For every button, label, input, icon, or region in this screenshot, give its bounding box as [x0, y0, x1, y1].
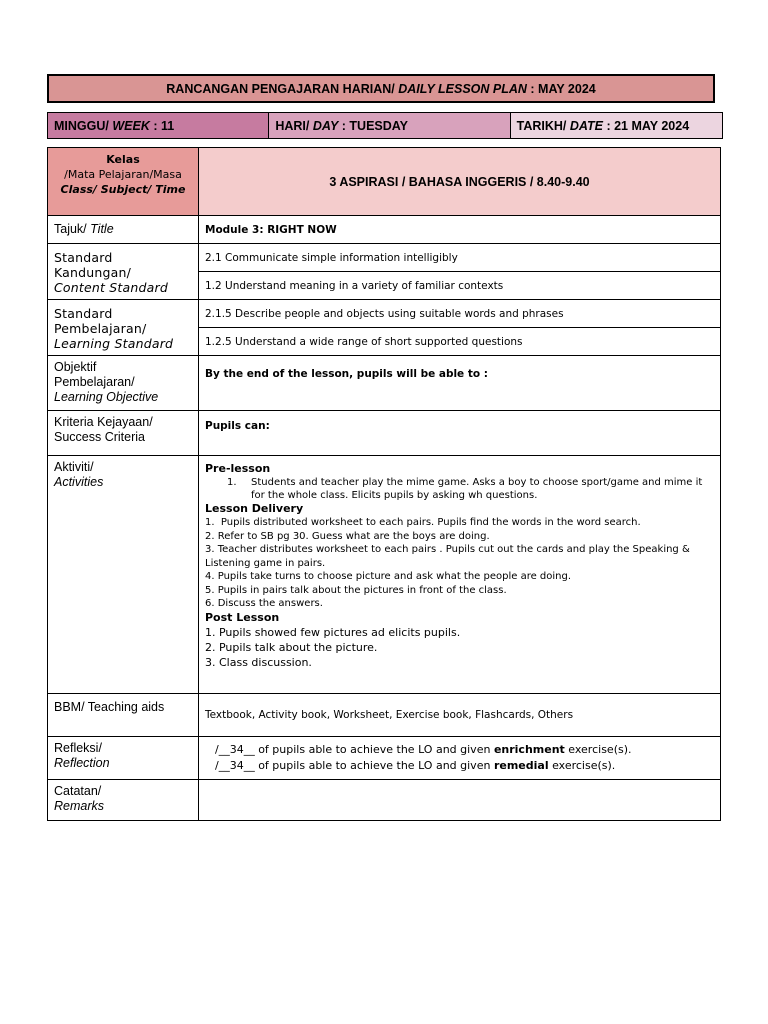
- week-cell: [48, 113, 269, 138]
- day-cell: [269, 113, 510, 138]
- remarks-label: [48, 780, 199, 821]
- content-standard-2: 1.2 Understand meaning in a variety of familiar contexts: [199, 272, 721, 300]
- post-item-3: 3. Class discussion.: [205, 655, 312, 669]
- week-day-date-bar: [47, 112, 723, 139]
- content-standard-label: [48, 244, 199, 300]
- reflection-2-pre: /__34__ of pupils able to achieve the LO and given: [215, 759, 494, 772]
- delivery-heading: Lesson Delivery: [205, 502, 304, 515]
- criteria-label: [48, 411, 199, 456]
- week-value: : 11: [149, 118, 175, 133]
- title-value: Module 3: RIGHT NOW: [199, 216, 721, 244]
- reflection-row: [48, 737, 721, 780]
- class-label: [48, 148, 199, 216]
- delivery-item-3: 3. Teacher distributes worksheet to each pairs . Pupils cut out the cards and play the Speaking & Listening game in pairs.: [205, 544, 690, 569]
- content-label-line-2: Kandungan/: [54, 265, 132, 280]
- reflection-label-line-2: Reflection: [54, 756, 110, 770]
- pre-lesson-text: Students and teacher play the mime game. Asks a boy to choose sport/game and mime it for the whole class. Elicits pupils by asking wh questions.: [251, 477, 703, 501]
- content-label-line-1: Standard: [54, 250, 113, 265]
- title-italic: DAILY LESSON PLAN: [398, 81, 527, 96]
- day-value: : TUESDAY: [338, 118, 409, 133]
- delivery-item-2: 2. Refer to SB pg 30. Guess what are the boys are doing.: [205, 530, 490, 542]
- class-label-line-3: Class/ Subject/ Time: [60, 183, 186, 196]
- date-cell: [511, 113, 722, 138]
- date-value: : 21 MAY 2024: [602, 118, 690, 133]
- delivery-item-4: 4. Pupils take turns to choose picture and ask what the people are doing.: [205, 571, 572, 582]
- lesson-plan-title: [47, 74, 715, 103]
- remarks-label-line-2: Remarks: [54, 799, 105, 813]
- pre-lesson-heading: Pre-lesson: [205, 462, 271, 475]
- reflection-1-bold: enrichment: [493, 743, 565, 756]
- content-standard-1: 2.1 Communicate simple information intelligibly: [199, 244, 721, 272]
- class-row: [48, 148, 721, 216]
- title-label-text: Tajuk/: [54, 222, 91, 236]
- delivery-item-1: 1. Pupils distributed worksheet to each pairs. Pupils find the words in the word search.: [205, 517, 641, 528]
- content-label-line-3: Content Standard: [54, 280, 168, 295]
- objective-label-line-2: Pembelajaran/: [54, 375, 135, 389]
- day-prefix: HARI/: [275, 118, 313, 133]
- aids-row: [48, 694, 721, 737]
- learning-standard-label: [48, 300, 199, 356]
- class-label-line-1: Kelas: [106, 153, 140, 166]
- learning-label-line-2: Pembelajaran/: [54, 321, 147, 336]
- criteria-value: Pupils can:: [199, 411, 721, 456]
- date-italic: DATE: [569, 118, 603, 133]
- aids-label: BBM/ Teaching aids: [48, 694, 199, 737]
- reflection-line-2: [205, 758, 714, 774]
- remarks-value: [199, 780, 721, 821]
- remarks-row: [48, 780, 721, 821]
- post-item-1: 1. Pupils showed few pictures ad elicits pupils.: [205, 625, 461, 639]
- aids-value: Textbook, Activity book, Worksheet, Exercise book, Flashcards, Others: [199, 694, 721, 737]
- reflection-1-pre: /__34__ of pupils able to achieve the LO and given: [215, 743, 494, 756]
- title-label: [48, 216, 199, 244]
- day-italic: DAY: [312, 118, 339, 133]
- pre-lesson-num: 1.: [227, 477, 237, 488]
- content-standard-row-1: [48, 244, 721, 272]
- learning-label-line-1: Standard: [54, 306, 113, 321]
- objective-value: By the end of the lesson, pupils will be able to :: [199, 356, 721, 411]
- activities-row: [48, 456, 721, 694]
- title-label-italic: Title: [90, 222, 114, 236]
- reflection-2-bold: remedial: [493, 759, 549, 772]
- criteria-row: [48, 411, 721, 456]
- week-prefix: MINGGU/: [54, 118, 113, 133]
- pre-lesson-item: [205, 476, 714, 502]
- objective-label-line-3: Learning Objective: [54, 390, 159, 404]
- objective-row: [48, 356, 721, 411]
- delivery-item-6: 6. Discuss the answers.: [205, 598, 323, 609]
- learning-standard-1: 2.1.5 Describe people and objects using suitable words and phrases: [199, 300, 721, 328]
- delivery-item-5: 5. Pupils in pairs talk about the pictures in front of the class.: [205, 584, 507, 596]
- criteria-label-line-2: Success Criteria: [54, 430, 145, 444]
- title-prefix: RANCANGAN PENGAJARAN HARIAN/: [166, 81, 399, 96]
- criteria-label-line-1: Kriteria Kejayaan/: [54, 415, 153, 429]
- remarks-label-line-1: Catatan/: [54, 784, 102, 798]
- activities-label: [48, 456, 199, 694]
- title-row: [48, 216, 721, 244]
- reflection-value: [199, 737, 721, 780]
- class-value: 3 ASPIRASI / BAHASA INGGERIS / 8.40-9.40: [199, 148, 721, 216]
- objective-label-line-1: Objektif: [54, 360, 97, 374]
- week-italic: WEEK: [112, 118, 150, 133]
- activities-value: [199, 456, 721, 694]
- post-item-2: 2. Pupils talk about the picture.: [205, 640, 378, 654]
- learning-label-line-3: Learning Standard: [54, 336, 174, 351]
- learning-standard-row-1: [48, 300, 721, 328]
- reflection-label-line-1: Refleksi/: [54, 741, 102, 755]
- objective-label: [48, 356, 199, 411]
- reflection-1-post: exercise(s).: [564, 743, 632, 756]
- post-lesson-heading: Post Lesson: [205, 610, 280, 624]
- reflection-label: [48, 737, 199, 780]
- activities-label-line-2: Activities: [54, 475, 104, 489]
- activities-label-line-1: Aktiviti/: [54, 460, 94, 474]
- reflection-line-1: [205, 742, 714, 758]
- learning-standard-2: 1.2.5 Understand a wide range of short supported questions: [199, 328, 721, 356]
- reflection-2-post: exercise(s).: [548, 759, 616, 772]
- date-prefix: TARIKH/: [516, 118, 570, 133]
- title-suffix: : MAY 2024: [526, 81, 596, 96]
- class-label-line-2: /Mata Pelajaran/Masa: [64, 168, 182, 181]
- lesson-plan-table: [47, 147, 721, 821]
